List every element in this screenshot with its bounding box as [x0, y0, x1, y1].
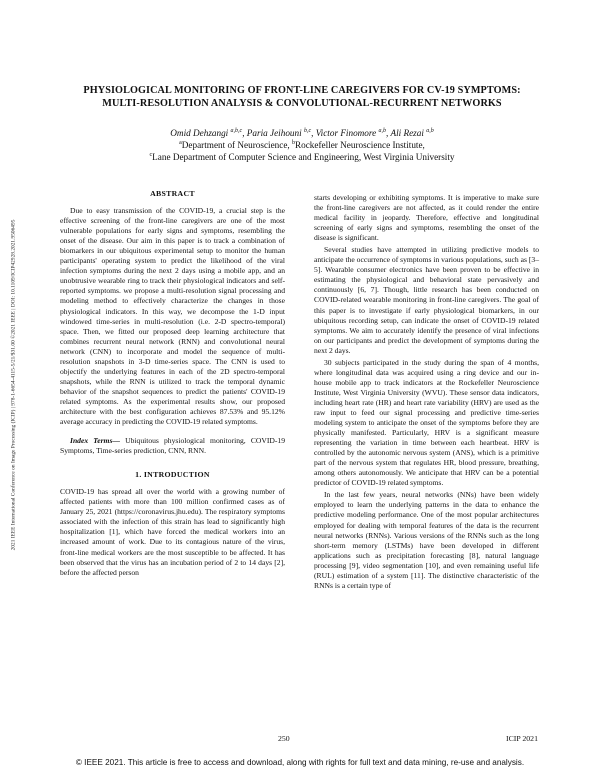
author-block: [60, 127, 544, 163]
author-4-sup: a,b: [426, 127, 434, 134]
author-sep: ,: [386, 128, 389, 138]
title-line-1: PHYSIOLOGICAL MONITORING OF FRONT-LINE CAREGIVERS FOR CV-19 SYMPTOMS:: [83, 85, 521, 96]
author-3: Victor Finomore: [315, 128, 377, 138]
affiliation-b: Rockefeller Neuroscience Institute,: [295, 140, 425, 150]
conference-label: ICIP 2021: [506, 734, 538, 743]
side-identifier-text: 2021 IEEE International Conference on Image Processing (ICIP) | 978-1-6654-4115-5/21/$31.00 ©2021 IEEE | DOI: 10.1109/ICIP42928.2021.9506495: [10, 219, 16, 551]
abstract-heading: ABSTRACT: [150, 189, 195, 198]
left-column: [60, 185, 285, 578]
author-4: Ali Rezai: [390, 128, 424, 138]
affiliation-b-sup: b: [292, 139, 295, 146]
author-1: Omid Dehzangi: [170, 128, 229, 138]
index-terms: [60, 436, 285, 456]
author-names: [60, 127, 544, 139]
author-2-sup: b,c: [303, 127, 312, 134]
author-1-sup: a,b,c: [230, 127, 243, 134]
affiliation-a: Department of Neuroscience,: [181, 140, 290, 150]
right-paragraph-1: starts developing or exhibiting symptoms. It is imperative to make sure the front-line caregivers are not affected, as it could render the entire medical facility in jeopardy. Therefore, effective and longitudinal screening of early signs and symptoms, resembling the onset of the disease is significant.: [314, 193, 539, 243]
affiliation-a-sup: a: [179, 139, 182, 146]
author-sep: ,: [311, 128, 314, 138]
title-line-2: MULTI-RESOLUTION ANALYSIS & CONVOLUTIONAL-RECURRENT NETWORKS: [102, 98, 502, 109]
author-3-sup: a,b: [378, 127, 387, 134]
right-paragraph-3: 30 subjects participated in the study during the span of 4 months, where longitudinal data was acquired using a ring device and our in-house mobile app to track indicators at the Rockefeller Neuroscience Institute, West Virginia University (WVU). These sensor data indicators, including heart rate (HR) and heart rate variability (HRV) are used as the raw input to feed our signal processing and predictive time-series modeling system to anticipate the onset of the symptoms before they are physically manifested. Particularly, HRV is a significant measure representing the variation in time between each heartbeat. HRV is controlled by the autonomic nervous system (ANS), which is a primitive part of the nervous system that regulates HR, blood pressure, breathing, among others autonomously. We anticipate that HRV can be a potential predictor of COVID-19 related symptoms.: [314, 357, 539, 488]
index-terms-lead: Index Terms—: [70, 436, 120, 446]
introduction-paragraph-1: COVID-19 has spread all over the world with a growing number of affected patients with more than 100 million confirmed cases as of January 25, 2021 (https://coronavirus.jhu.edu). The respiratory symptoms associated with the infection of this strain has lead to significantly high hospitalization [1], which have forced the medical workers into an increased amount of work. Due to its contagious nature of the virus, front-line medical workers are the most susceptible to be affected. It has been observed that the virus has an incubation period of 2 to 14 days [2], before the affected person: [60, 487, 285, 577]
side-identifier: [6, 150, 20, 620]
affiliation-c: Lane Department of Computer Science and Engineering, West Virginia University: [152, 152, 455, 162]
affiliation-line-1: [60, 139, 544, 151]
page-number: 250: [278, 734, 290, 743]
right-paragraph-4: In the last few years, neural networks (NNs) have been widely employed to learn the underlying patterns in the data to enhance the predictive modeling performance. One of the most popular architectures employed for dealing with temporal features of the data is the recurrent neural networks (RNNs). Various versions of the RNNs such as the long short-term memory (LSTMs) have been developed in different applications such as precipitation forecasting [8], natural language processing [9], video segmentation [10], and even remaining useful life (RUL) estimation of a system [11]. The distinctive characteristic of the RNNs is a certain type of: [314, 490, 539, 590]
right-column: [314, 193, 539, 591]
introduction-heading: 1. INTRODUCTION: [135, 470, 210, 480]
author-2: Paria Jeihouni: [246, 128, 302, 138]
abstract-text: Due to easy transmission of the COVID-19, a crucial step is the effective screening of the front-line caregivers are one of the most vulnerable populations for early signs and symptoms, resembling the onset of the disease. Our aim in this paper is to track a combination of biomarkers in our ubiquitous experimental setup to monitor the human participants' operating system to predict the likelihood of the viral infection symptoms during the next 2 days using a mobile app, and an unobtrusive wearable ring to track their physiological indicators and self-reported symptoms. we propose a multi-resolution signal processing and modeling method to effectively characterize the changes in those physiological indicators. In this way, we decompose the 1-D input windowed time-series in multi-resolution (i.e. 2-D spectro-temporal) space. Then, we fitted our proposed deep learning architecture that combines recurrent neural network (RNN) and convolutional neural network (CNN) to incorporate and model the sequence of multi-resolution snapshots in 3-D time-series space. The CNN is used to objectify the underlying features in each of the 2D spectro-temporal snapshots, while the RNN is utilized to track the temporal dynamic behavior of the snapshot sequences to predict the patients' COVID-19 related symptoms. As the experimental results show, our proposed architecture with the best configuration achieves 87.53% and 95.12% average accuracy in predicting the COVID-19 related symptoms.: [60, 206, 285, 427]
index-terms-text: Ubiquitous physiological monitoring, COVID-19 Symptoms, Time-series prediction, CNN, RNN.: [60, 436, 285, 456]
right-paragraph-2: Several studies have attempted in utilizing predictive models to anticipate the occurrence of symptoms in various populations, such as [3–5]. Wearable consumer electronics have been proven to be effective in estimating the physiological and behavioral state pervasively and continuously [6, 7]. Though, little research has been conducted on COVID-related wearable monitoring in front-line caregivers. The goal of this paper is to investigate if early physiological biomarkers, in our ubiquitous recording setup, can indicate the onset of COVID-19 related symptoms. We aim to accurately identify the presence of viral infections on our participants and predict the development of symptoms during the next 2 days.: [314, 245, 539, 355]
paper-title: [60, 84, 544, 110]
affiliation-line-2: [60, 151, 544, 163]
affiliation-c-sup: c: [149, 151, 153, 158]
copyright-notice: © IEEE 2021. This article is free to access and download, along with rights for full text and data mining, re-use and analysis.: [75, 758, 525, 767]
author-sep: ,: [242, 128, 245, 138]
